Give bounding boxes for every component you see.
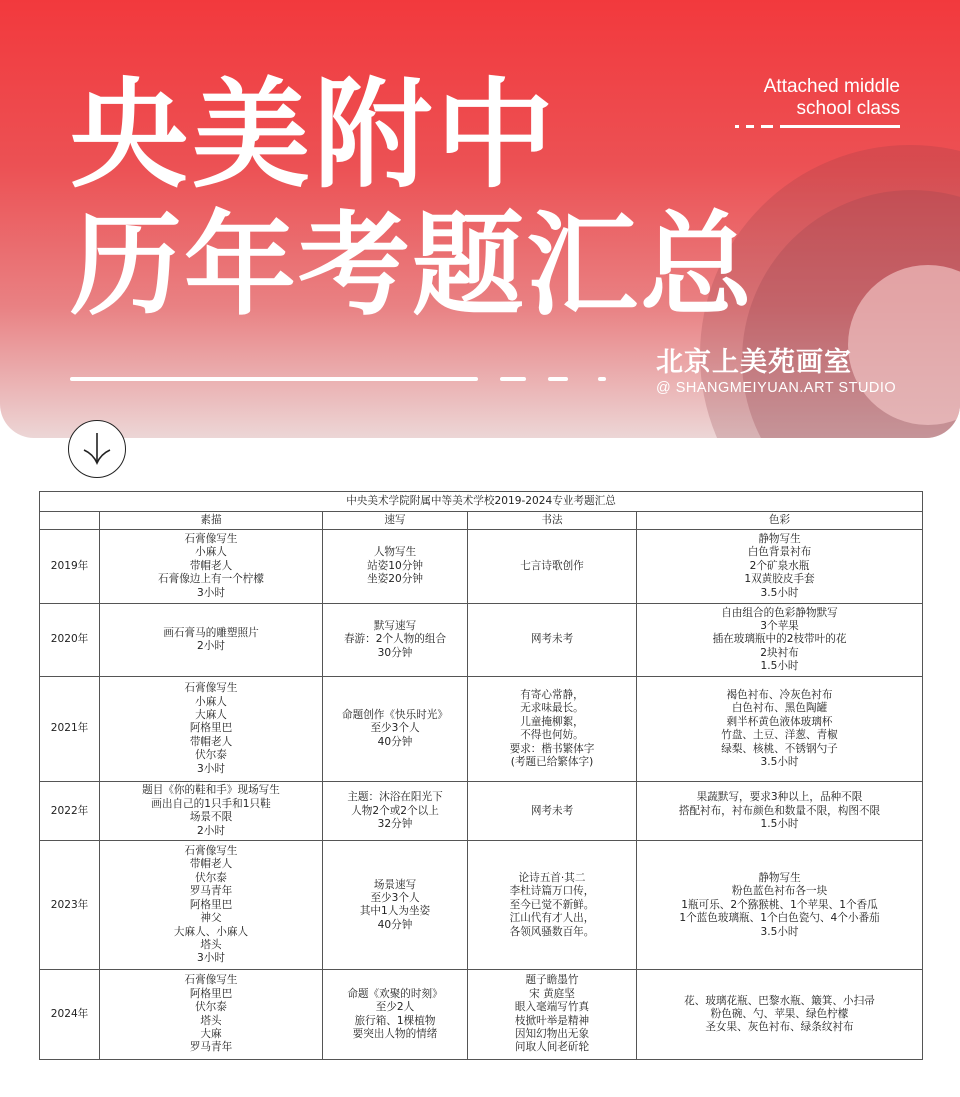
cell-line: 塔头 bbox=[200, 1014, 222, 1027]
banner-title-line2: 历年考题汇总 bbox=[70, 201, 754, 331]
cell-line: 阿格里巴 bbox=[189, 898, 233, 911]
cell-line: 各领风骚数百年。 bbox=[509, 925, 595, 938]
decor-dash-1 bbox=[500, 377, 526, 381]
cell-line: 画出自己的1只手和1只鞋 bbox=[151, 797, 271, 810]
cell-calligraphy bbox=[468, 782, 637, 841]
scroll-down-button[interactable] bbox=[68, 420, 126, 478]
cell-line: 网考未考 bbox=[530, 633, 574, 646]
cell-line: 命题《欢聚的时刻》 bbox=[347, 987, 443, 1000]
cell-line: 2小时 bbox=[197, 640, 225, 653]
cell-line: 要突出人物的情绪 bbox=[352, 1028, 438, 1041]
cell-line: 石膏像写生 bbox=[184, 533, 238, 545]
cell-line: 圣女果、灰色衬布、绿条纹衬布 bbox=[705, 1021, 854, 1034]
decor-dash-line-top bbox=[735, 125, 900, 128]
cell-sketch bbox=[100, 603, 323, 677]
cell-line: 人物写生 bbox=[373, 546, 417, 559]
cell-line: 伏尔泰 bbox=[195, 1001, 227, 1014]
cell-year: 2020年 bbox=[40, 603, 100, 677]
table-body bbox=[40, 530, 923, 1060]
cell-quick-sketch bbox=[323, 677, 468, 782]
cell-line: 阿格里巴 bbox=[189, 722, 233, 735]
cell-line: 3.5小时 bbox=[760, 586, 799, 599]
cell-line: 2块衬布 bbox=[760, 646, 799, 659]
cell-line: 要求：楷书繁体字 bbox=[509, 742, 595, 755]
cell-line: 旅行箱、1棵植物 bbox=[354, 1014, 436, 1027]
cell-line: 主题：沐浴在阳光下 bbox=[347, 791, 443, 804]
cell-quick-sketch bbox=[323, 530, 468, 604]
cell-line: 1瓶可乐、2个猕猴桃、1个苹果、1个香瓜 bbox=[681, 898, 878, 911]
cell-line: 题子瞻墨竹 bbox=[525, 974, 579, 987]
cell-calligraphy bbox=[468, 970, 637, 1060]
cell-line: 2小时 bbox=[197, 824, 225, 837]
header-banner bbox=[0, 0, 960, 438]
cell-line: 静物写生 bbox=[758, 871, 801, 884]
cell-line: 30分钟 bbox=[377, 646, 413, 659]
table-row bbox=[40, 603, 923, 677]
cell-line: 3个苹果 bbox=[760, 619, 799, 632]
cell-year: 2019年 bbox=[40, 530, 100, 604]
cell-line: 宋 黄庭坚 bbox=[529, 987, 575, 1000]
cell-line: 带帽老人 bbox=[189, 735, 233, 748]
cell-line: 题目《你的鞋和手》现场写生 bbox=[142, 784, 280, 797]
cell-line: 因知幻物出无象 bbox=[514, 1028, 590, 1041]
decor-line-main bbox=[70, 377, 478, 381]
cell-line: 塔头 bbox=[200, 938, 222, 951]
cell-line: 白色衬布、黑色陶罐 bbox=[731, 702, 828, 715]
cell-line: 至少3个人 bbox=[370, 891, 420, 904]
cell-year: 2021年 bbox=[40, 677, 100, 782]
cell-quick-sketch bbox=[323, 841, 468, 970]
cell-sketch bbox=[100, 677, 323, 782]
cell-line: 罗马青年 bbox=[189, 1041, 233, 1054]
cell-line: 枝掀叶举是精神 bbox=[514, 1014, 590, 1027]
cell-line: 伏尔泰 bbox=[195, 749, 227, 762]
cell-line: 白色背景衬布 bbox=[747, 546, 812, 559]
cell-line: 剩半杯黄色液体玻璃杯 bbox=[726, 715, 833, 728]
cell-line: 绿梨、核桃、不锈钢勺子 bbox=[721, 742, 838, 755]
cell-line: 有寄心常静， bbox=[520, 688, 584, 701]
cell-sketch bbox=[100, 782, 323, 841]
table-row bbox=[40, 530, 923, 604]
cell-color bbox=[637, 841, 923, 970]
cell-quick-sketch bbox=[323, 782, 468, 841]
cell-line: 李杜诗篇万口传， bbox=[509, 885, 595, 898]
cell-line: 石膏像写生 bbox=[184, 845, 238, 858]
cell-year: 2024年 bbox=[40, 970, 100, 1060]
cell-line: 大麻 bbox=[200, 1028, 222, 1041]
cell-line: 1双黄胶皮手套 bbox=[744, 573, 815, 586]
table-row bbox=[40, 970, 923, 1060]
header-calligraphy: 书法 bbox=[468, 512, 637, 530]
table-row bbox=[40, 782, 923, 841]
cell-line: 石膏像写生 bbox=[184, 974, 238, 987]
cell-color bbox=[637, 970, 923, 1060]
cell-line: 粉色蓝色衬布各一块 bbox=[731, 885, 828, 898]
cell-line: 站姿10分钟 bbox=[367, 559, 423, 572]
table-title: 中央美术学院附属中等美术学校2019-2024专业考题汇总 bbox=[40, 492, 923, 512]
cell-line: 40分钟 bbox=[377, 918, 413, 931]
cell-year: 2022年 bbox=[40, 782, 100, 841]
cell-sketch bbox=[100, 530, 323, 604]
cell-line: 40分钟 bbox=[377, 735, 413, 748]
cell-calligraphy bbox=[468, 841, 637, 970]
cell-line: 插在玻璃瓶中的2枝带叶的花 bbox=[712, 633, 847, 646]
down-arrow-icon bbox=[79, 430, 115, 468]
header-quick-sketch: 速写 bbox=[323, 512, 468, 530]
cell-line: 其中1人为坐姿 bbox=[359, 905, 431, 918]
cell-line: 罗马青年 bbox=[189, 885, 233, 898]
cell-calligraphy bbox=[468, 603, 637, 677]
cell-color bbox=[637, 782, 923, 841]
cell-line: 1.5小时 bbox=[760, 817, 799, 830]
cell-line: 大麻人、小麻人 bbox=[173, 925, 249, 938]
cell-line: 3.5小时 bbox=[760, 925, 799, 938]
table-row bbox=[40, 677, 923, 782]
cell-line: 论诗五首·其二 bbox=[518, 871, 586, 884]
cell-line: 静物写生 bbox=[758, 533, 801, 545]
cell-line: 粉色碗、勺、苹果、绿色柠檬 bbox=[710, 1007, 849, 1020]
cell-line: 3小时 bbox=[197, 952, 225, 965]
cell-color bbox=[637, 603, 923, 677]
cell-line: 3小时 bbox=[197, 586, 225, 599]
cell-line: 竹盘、土豆、洋葱、青椒 bbox=[721, 729, 838, 742]
cell-sketch bbox=[100, 841, 323, 970]
cell-line: 场景不限 bbox=[189, 811, 233, 824]
banner-english-subtitle bbox=[764, 76, 900, 120]
header-sketch: 素描 bbox=[100, 512, 323, 530]
cell-line: 小麻人 bbox=[195, 695, 227, 708]
cell-line: (考题已给繁体字) bbox=[510, 755, 594, 768]
cell-line: 默写速写 bbox=[373, 619, 417, 632]
cell-color bbox=[637, 530, 923, 604]
cell-line: 小麻人 bbox=[195, 546, 227, 559]
cell-line: 石膏像边上有一个柠檬 bbox=[158, 573, 264, 586]
cell-year: 2023年 bbox=[40, 841, 100, 970]
cell-line: 1.5小时 bbox=[760, 660, 799, 673]
cell-calligraphy bbox=[468, 530, 637, 604]
cell-line: 命题创作《快乐时光》 bbox=[342, 709, 448, 722]
cell-line: 至少2人 bbox=[375, 1001, 415, 1014]
cell-line: 褐色衬布、冷灰色衬布 bbox=[726, 688, 833, 701]
cell-line: 至今已觉不新鲜。 bbox=[509, 898, 595, 911]
cell-line: 场景速写 bbox=[373, 878, 417, 891]
cell-line: 七言诗歌创作 bbox=[520, 559, 584, 572]
cell-line: 32分钟 bbox=[377, 817, 413, 830]
cell-calligraphy bbox=[468, 677, 637, 782]
cell-line: 石膏像写生 bbox=[184, 682, 238, 695]
banner-title-line1: 央美附中 bbox=[70, 66, 559, 204]
cell-line: 大麻人 bbox=[195, 709, 227, 722]
english-line2: school class bbox=[796, 98, 900, 119]
decor-dash-2 bbox=[548, 377, 568, 381]
cell-line: 伏尔泰 bbox=[195, 871, 227, 884]
cell-line: 画石膏马的雕塑照片 bbox=[163, 626, 259, 639]
cell-line: 江山代有才人出， bbox=[509, 912, 595, 925]
header-year bbox=[40, 512, 100, 530]
cell-line: 眼入毫端写竹真 bbox=[514, 1001, 590, 1014]
cell-line: 神父 bbox=[200, 912, 222, 925]
cell-color bbox=[637, 677, 923, 782]
cell-sketch bbox=[100, 970, 323, 1060]
exam-table bbox=[39, 491, 923, 1060]
studio-english-name: @ SHANGMEIYUAN.ART STUDIO bbox=[656, 380, 897, 396]
cell-line: 带帽老人 bbox=[189, 858, 233, 871]
cell-line: 无求味最长。 bbox=[520, 702, 584, 715]
cell-quick-sketch bbox=[323, 603, 468, 677]
table-row bbox=[40, 841, 923, 970]
cell-line: 搭配衬布，衬布颜色和数量不限，构图不限 bbox=[678, 804, 881, 817]
cell-line: 儿童掩柳絮， bbox=[520, 715, 584, 728]
cell-line: 不得也何妨。 bbox=[520, 729, 584, 742]
cell-line: 坐姿20分钟 bbox=[367, 573, 423, 586]
cell-line: 问取人间老斫轮 bbox=[514, 1041, 590, 1054]
header-color: 色彩 bbox=[637, 512, 923, 530]
cell-line: 人物2个或2个以上 bbox=[351, 804, 439, 817]
cell-line: 自由组合的色彩静物默写 bbox=[721, 606, 838, 619]
cell-line: 1个蓝色玻璃瓶、1个白色瓷勺、4个小番茄 bbox=[679, 912, 880, 925]
cell-line: 至少3个人 bbox=[370, 722, 420, 735]
studio-name: 北京上美苑画室 bbox=[656, 347, 852, 378]
cell-line: 春游：2个人物的组合 bbox=[343, 633, 447, 646]
cell-line: 花、玻璃花瓶、巴黎水瓶、簸箕、小扫帚 bbox=[684, 994, 875, 1007]
cell-line: 果蔬默写，要求3种以上，品种不限 bbox=[696, 791, 863, 804]
cell-quick-sketch bbox=[323, 970, 468, 1060]
cell-line: 3.5小时 bbox=[760, 755, 799, 768]
cell-line: 网考未考 bbox=[530, 804, 574, 817]
cell-line: 3小时 bbox=[197, 762, 225, 775]
english-line1: Attached middle bbox=[763, 76, 900, 97]
cell-line: 阿格里巴 bbox=[189, 987, 233, 1000]
cell-line: 带帽老人 bbox=[189, 559, 233, 572]
table-header-row bbox=[40, 512, 923, 530]
cell-line: 2个矿泉水瓶 bbox=[749, 559, 810, 572]
decor-dash-3 bbox=[598, 377, 606, 381]
